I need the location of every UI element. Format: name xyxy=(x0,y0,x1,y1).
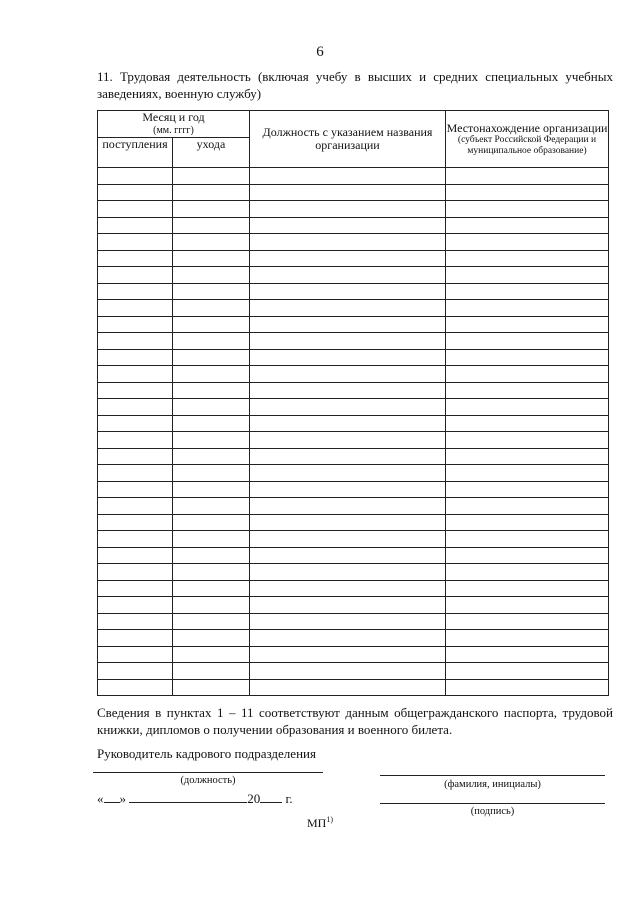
table-row xyxy=(98,316,609,333)
cell-end[interactable] xyxy=(173,267,250,284)
table-row xyxy=(98,217,609,234)
cell-position[interactable] xyxy=(250,465,446,482)
table-row xyxy=(98,580,609,597)
cell-location[interactable] xyxy=(446,547,609,564)
table-row xyxy=(98,250,609,267)
cell-end[interactable] xyxy=(173,283,250,300)
cell-end[interactable] xyxy=(173,300,250,317)
year-prefix: 20 xyxy=(247,791,261,806)
cell-position[interactable] xyxy=(250,333,446,350)
cell-position[interactable] xyxy=(250,283,446,300)
cell-end[interactable] xyxy=(173,646,250,663)
table-row xyxy=(98,300,609,317)
cell-location[interactable] xyxy=(446,184,609,201)
cell-end[interactable] xyxy=(173,613,250,630)
cell-start[interactable] xyxy=(98,184,173,201)
cell-start[interactable] xyxy=(98,481,173,498)
cell-start[interactable] xyxy=(98,234,173,251)
cell-start[interactable] xyxy=(98,349,173,366)
work-history-rows xyxy=(98,168,609,696)
table-row xyxy=(98,465,609,482)
cell-location[interactable] xyxy=(446,432,609,449)
cell-position[interactable] xyxy=(250,366,446,383)
cell-start[interactable] xyxy=(98,448,173,465)
table-row xyxy=(98,333,609,350)
cell-position[interactable] xyxy=(250,399,446,416)
cell-location[interactable] xyxy=(446,663,609,680)
cell-start[interactable] xyxy=(98,679,173,696)
table-row xyxy=(98,514,609,531)
cell-start[interactable] xyxy=(98,663,173,680)
cell-location[interactable] xyxy=(446,448,609,465)
date-close-quote: » xyxy=(119,791,126,806)
signature-line[interactable] xyxy=(380,803,605,804)
cell-location[interactable] xyxy=(446,366,609,383)
cell-position[interactable] xyxy=(250,415,446,432)
cell-location[interactable] xyxy=(446,283,609,300)
cell-end[interactable] xyxy=(173,514,250,531)
cell-location[interactable] xyxy=(446,415,609,432)
cell-end[interactable] xyxy=(173,531,250,548)
cell-end[interactable] xyxy=(173,316,250,333)
cell-position[interactable] xyxy=(250,663,446,680)
cell-end[interactable] xyxy=(173,547,250,564)
verification-statement: Сведения в пунктах 1 – 11 соответствуют данным общегражданского паспорта, трудовой книжки, дипломов о получении образования и военного билета. xyxy=(97,705,613,737)
cell-position[interactable] xyxy=(250,250,446,267)
cell-location[interactable] xyxy=(446,514,609,531)
cell-start[interactable] xyxy=(98,564,173,581)
cell-position[interactable] xyxy=(250,531,446,548)
cell-location[interactable] xyxy=(446,234,609,251)
cell-end[interactable] xyxy=(173,481,250,498)
table-row xyxy=(98,448,609,465)
cell-end[interactable] xyxy=(173,498,250,515)
cell-location[interactable] xyxy=(446,498,609,515)
cell-position[interactable] xyxy=(250,201,446,218)
table-row xyxy=(98,597,609,614)
header-position-label: Должность с указанием названия организации xyxy=(262,125,433,152)
table-row xyxy=(98,679,609,696)
cell-end[interactable] xyxy=(173,382,250,399)
header-month-year-format: (мм. гггг) xyxy=(153,125,194,136)
cell-position[interactable] xyxy=(250,498,446,515)
cell-start[interactable] xyxy=(98,250,173,267)
cell-position[interactable] xyxy=(250,432,446,449)
cell-start[interactable] xyxy=(98,267,173,284)
cell-position[interactable] xyxy=(250,316,446,333)
cell-start[interactable] xyxy=(98,201,173,218)
table-row xyxy=(98,349,609,366)
header-location-note: (субъект Российской Федерации и муниципальное образование) xyxy=(457,134,597,156)
cell-position[interactable] xyxy=(250,646,446,663)
cell-end[interactable] xyxy=(173,630,250,647)
cell-start[interactable] xyxy=(98,465,173,482)
table-row xyxy=(98,234,609,251)
table-row xyxy=(98,663,609,680)
cell-location[interactable] xyxy=(446,465,609,482)
table-row xyxy=(98,547,609,564)
table-row xyxy=(98,184,609,201)
cell-end[interactable] xyxy=(173,465,250,482)
cell-position[interactable] xyxy=(250,234,446,251)
cell-end[interactable] xyxy=(173,580,250,597)
seal-text: МП xyxy=(306,816,327,830)
head-of-hr-label: Руководитель кадрового подразделения xyxy=(97,746,316,761)
cell-position[interactable] xyxy=(250,613,446,630)
cell-start[interactable] xyxy=(98,399,173,416)
table-row xyxy=(98,630,609,647)
cell-start[interactable] xyxy=(98,300,173,317)
cell-position[interactable] xyxy=(250,184,446,201)
cell-end[interactable] xyxy=(173,399,250,416)
table-row xyxy=(98,267,609,284)
cell-start[interactable] xyxy=(98,168,173,185)
cell-location[interactable] xyxy=(446,597,609,614)
cell-position[interactable] xyxy=(250,481,446,498)
cell-start[interactable] xyxy=(98,646,173,663)
cell-start[interactable] xyxy=(98,580,173,597)
table-row xyxy=(98,283,609,300)
cell-location[interactable] xyxy=(446,333,609,350)
table-row xyxy=(98,481,609,498)
cell-position[interactable] xyxy=(250,547,446,564)
table-row xyxy=(98,366,609,383)
cell-start[interactable] xyxy=(98,217,173,234)
cell-end[interactable] xyxy=(173,679,250,696)
cell-location[interactable] xyxy=(446,564,609,581)
cell-location[interactable] xyxy=(446,168,609,185)
cell-location[interactable] xyxy=(446,201,609,218)
cell-location[interactable] xyxy=(446,382,609,399)
cell-position[interactable] xyxy=(250,597,446,614)
table-row xyxy=(98,432,609,449)
cell-end[interactable] xyxy=(173,663,250,680)
cell-start[interactable] xyxy=(98,366,173,383)
cell-position[interactable] xyxy=(250,300,446,317)
header-location-label: Местонахождение организации xyxy=(446,120,608,135)
cell-end[interactable] xyxy=(173,366,250,383)
table-row xyxy=(98,531,609,548)
cell-start[interactable] xyxy=(98,613,173,630)
cell-location[interactable] xyxy=(446,250,609,267)
cell-position[interactable] xyxy=(250,514,446,531)
cell-end[interactable] xyxy=(173,234,250,251)
cell-location[interactable] xyxy=(446,349,609,366)
cell-location[interactable] xyxy=(446,399,609,416)
date-open-quote: « xyxy=(97,791,104,806)
cell-end[interactable] xyxy=(173,448,250,465)
table-row xyxy=(98,201,609,218)
cell-position[interactable] xyxy=(250,448,446,465)
table-row xyxy=(98,382,609,399)
cell-location[interactable] xyxy=(446,630,609,647)
cell-start[interactable] xyxy=(98,514,173,531)
signature-caption: (подпись) xyxy=(470,806,515,817)
cell-end[interactable] xyxy=(173,333,250,350)
cell-end[interactable] xyxy=(173,415,250,432)
table-row xyxy=(98,564,609,581)
cell-start[interactable] xyxy=(98,316,173,333)
table-row xyxy=(98,168,609,185)
table-row xyxy=(98,399,609,416)
cell-end[interactable] xyxy=(173,432,250,449)
cell-position[interactable] xyxy=(250,580,446,597)
cell-end[interactable] xyxy=(173,564,250,581)
header-start xyxy=(98,138,173,168)
cell-location[interactable] xyxy=(446,531,609,548)
header-month-year-label: Месяц и год xyxy=(142,110,205,124)
section-title: 11. Трудовая деятельность (включая учебу в высших и средних специальных учебных заведениях, военную службу) xyxy=(97,69,613,101)
position-line[interactable] xyxy=(93,772,323,773)
cell-end[interactable] xyxy=(173,597,250,614)
cell-position[interactable] xyxy=(250,382,446,399)
cell-location[interactable] xyxy=(446,267,609,284)
cell-location[interactable] xyxy=(446,646,609,663)
cell-start[interactable] xyxy=(98,333,173,350)
name-caption: (фамилия, инициалы) xyxy=(444,779,541,790)
cell-location[interactable] xyxy=(446,679,609,696)
work-history-table xyxy=(97,110,609,696)
table-row xyxy=(98,613,609,630)
year-suffix: г. xyxy=(285,791,293,806)
date-row xyxy=(97,791,293,807)
header-position xyxy=(250,111,446,168)
cell-start[interactable] xyxy=(98,531,173,548)
header-month-year xyxy=(98,111,250,138)
cell-position[interactable] xyxy=(250,630,446,647)
seal-footnote: 1) xyxy=(326,815,333,824)
cell-end[interactable] xyxy=(173,184,250,201)
header-location xyxy=(446,111,609,168)
table-row xyxy=(98,646,609,663)
header-end-label: ухода xyxy=(196,137,226,151)
cell-start[interactable] xyxy=(98,382,173,399)
cell-location[interactable] xyxy=(446,300,609,317)
cell-location[interactable] xyxy=(446,481,609,498)
cell-position[interactable] xyxy=(250,349,446,366)
cell-position[interactable] xyxy=(250,217,446,234)
cell-position[interactable] xyxy=(250,564,446,581)
cell-end[interactable] xyxy=(173,201,250,218)
name-line[interactable] xyxy=(380,775,605,776)
cell-end[interactable] xyxy=(173,168,250,185)
page-number: 6 xyxy=(316,44,324,60)
cell-position[interactable] xyxy=(250,679,446,696)
cell-start[interactable] xyxy=(98,432,173,449)
cell-start[interactable] xyxy=(98,415,173,432)
position-caption: (должность) xyxy=(180,775,236,786)
cell-start[interactable] xyxy=(98,597,173,614)
cell-location[interactable] xyxy=(446,316,609,333)
cell-position[interactable] xyxy=(250,168,446,185)
cell-start[interactable] xyxy=(98,498,173,515)
cell-end[interactable] xyxy=(173,349,250,366)
cell-start[interactable] xyxy=(98,630,173,647)
cell-end[interactable] xyxy=(173,217,250,234)
month-field[interactable] xyxy=(129,802,247,803)
day-field[interactable] xyxy=(104,802,120,803)
header-start-label: поступления xyxy=(102,137,168,151)
cell-end[interactable] xyxy=(173,250,250,267)
cell-start[interactable] xyxy=(98,547,173,564)
table-row xyxy=(98,415,609,432)
cell-location[interactable] xyxy=(446,613,609,630)
cell-start[interactable] xyxy=(98,283,173,300)
cell-location[interactable] xyxy=(446,580,609,597)
year-field[interactable] xyxy=(260,802,282,803)
cell-position[interactable] xyxy=(250,267,446,284)
header-end xyxy=(173,138,250,168)
seal-label xyxy=(0,815,640,831)
table-row xyxy=(98,498,609,515)
cell-location[interactable] xyxy=(446,217,609,234)
